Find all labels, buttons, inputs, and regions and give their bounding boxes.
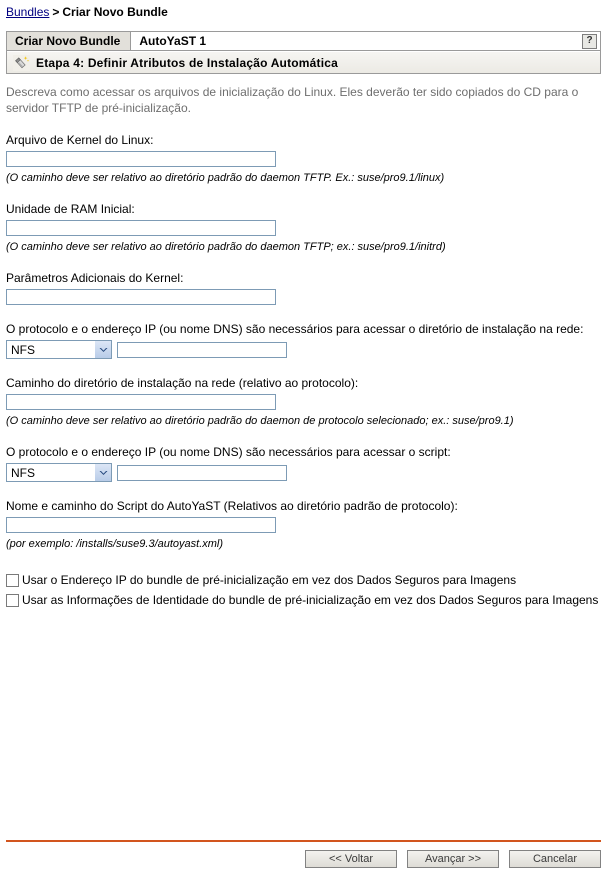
script-address-input[interactable] [117,465,287,481]
form-content [0,84,607,608]
footer [0,840,607,876]
checkbox-row-ip-address [6,573,601,588]
tab-bar [7,32,600,51]
chevron-down-icon[interactable] [94,341,111,358]
field-script-path [6,499,601,551]
field-install-path-hint: (O caminho deve ser relativo ao diretório padrão do daemon de protocolo selecionado; ex.: suse/pro9.1) [6,415,514,427]
field-initrd-hint: (O caminho deve ser relativo ao diretório padrão do daemon TFTP; ex.: suse/pro9.1/initrd) [6,241,446,253]
kernel-file-input[interactable] [6,151,276,167]
intro-text: Descreva como acessar os arquivos de inicialização do Linux. Eles deverão ter sido copiados do CD para o servidor TFTP de pré-inicialização. [6,85,579,115]
field-install-protocol [6,322,601,359]
chevron-down-icon[interactable] [94,464,111,481]
breadcrumb-link-bundles[interactable]: Bundles [6,5,50,19]
field-kernel [6,133,601,185]
install-protocol-select[interactable] [6,340,112,359]
footer-buttons [6,850,601,868]
next-button[interactable]: Avançar >> [407,850,499,868]
footer-divider [6,840,601,842]
field-kernel-params [6,271,601,305]
breadcrumb [0,0,607,19]
script-protocol-select[interactable] [6,463,112,482]
step-title: Etapa 4: Definir Atributos de Instalação Automática [36,55,339,70]
field-script-protocol-label: O protocolo e o endereço IP (ou nome DNS) são necessários para acessar o script: [6,445,451,459]
back-button[interactable]: << Voltar [305,850,397,868]
field-kernel-hint: (O caminho deve ser relativo ao diretório padrão do daemon TFTP. Ex.: suse/pro9.1/linux) [6,172,445,184]
initrd-input[interactable] [6,220,276,236]
field-initrd-label: Unidade de RAM Inicial: [6,202,135,216]
checkbox-use-ip-address-label: Usar o Endereço IP do bundle de pré-inicialização em vez dos Dados Seguros para Imagens [22,573,517,587]
field-initrd [6,202,601,254]
step-header [7,51,600,73]
magic-wand-icon [13,55,30,71]
checkbox-use-identity-info[interactable] [6,594,19,607]
tab-criar-novo-bundle[interactable]: Criar Novo Bundle [7,32,131,50]
kernel-params-input[interactable] [6,289,276,305]
field-kernel-label: Arquivo de Kernel do Linux: [6,133,154,147]
install-path-input[interactable] [6,394,276,410]
script-path-input[interactable] [6,517,276,533]
panel-title: AutoYaST 1 [131,32,582,50]
field-install-path [6,376,601,428]
field-script-path-label: Nome e caminho do Script do AutoYaST (Relativos ao diretório padrão de protocolo): [6,499,458,513]
install-address-input[interactable] [117,342,287,358]
install-protocol-row [6,340,601,359]
field-script-path-hint: (por exemplo: /installs/suse9.3/autoyast.xml) [6,538,224,550]
checkbox-use-ip-address[interactable] [6,574,19,587]
panel-header [6,31,601,74]
breadcrumb-current: Criar Novo Bundle [62,5,168,19]
help-button[interactable]: ? [582,34,597,49]
script-protocol-row [6,463,601,482]
checkbox-group [6,573,601,608]
field-install-path-label: Caminho do diretório de instalação na rede (relativo ao protocolo): [6,376,359,390]
script-protocol-selected-value: NFS [11,465,35,480]
install-protocol-selected-value: NFS [11,342,35,357]
field-script-protocol [6,445,601,482]
field-kernel-params-label: Parâmetros Adicionais do Kernel: [6,271,184,285]
field-install-protocol-label: O protocolo e o endereço IP (ou nome DNS) são necessários para acessar o diretório de instalação na rede: [6,322,584,336]
checkbox-row-identity-info [6,593,601,608]
checkbox-use-identity-info-label: Usar as Informações de Identidade do bundle de pré-inicialização em vez dos Dados Seguros para Imagens [22,593,599,607]
breadcrumb-separator-icon: > [52,5,60,19]
cancel-button[interactable]: Cancelar [509,850,601,868]
